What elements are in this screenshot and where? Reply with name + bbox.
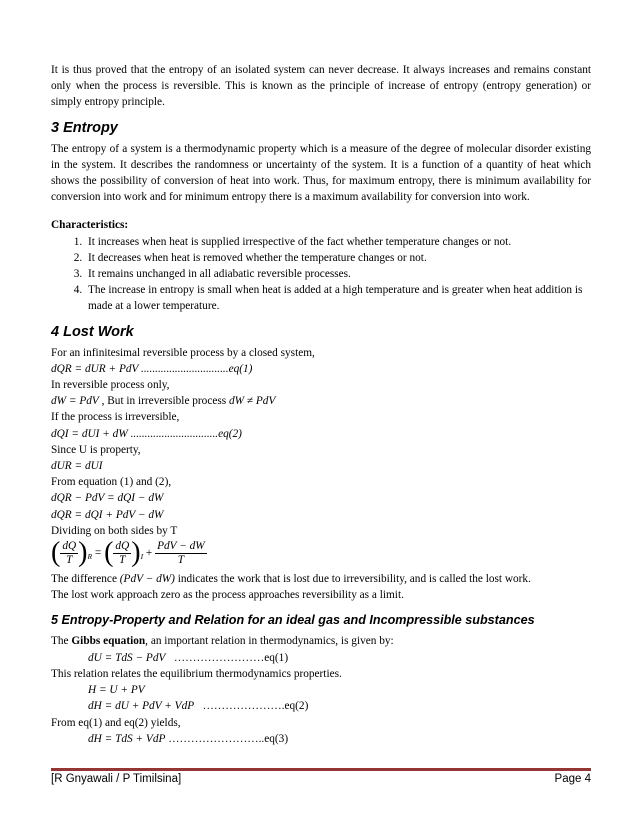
fraction-numerator: PdV − dW [157,539,205,552]
subscript-i: I [140,551,144,561]
footer-divider [51,768,591,771]
subscript-r: R [87,551,93,561]
footer-authors: [R Gnyawali / P Timilsina] [51,773,182,785]
lost-work-text-8: The lost work approach zero as the process approaches reversibility as a limit. [51,589,404,602]
page-footer [51,773,591,785]
fraction-denominator: T [177,553,185,566]
fraction-equation: ( $\frac{dQ}{T}$ )$_R$ = ( $\frac{dQ}{T}$ )$_I$ + $\frac{\text{PdV − dW}}{T}$ [51,537,205,569]
gibbs-term: Gibbs equation [71,635,146,648]
lost-work-text-2: In reversible process only, [51,379,170,392]
equation-2: dQI = dUI + dW ...............................eq(2) [51,427,242,440]
list-item: 4. The increase in entropy is small when heat is added at a high temperature and is greater when heat addition is made at a lower temperature. [85,282,591,314]
list-item: 2. It decreases when heat is removed whether the temperature changes or not. [85,250,591,266]
lost-work-text-7: The difference (PdV − dW) indicates the work that is lost due to irreversibility, and is called the lost work. [51,573,531,586]
entropy-paragraph: The entropy of a system is a thermodynamic property which is a measure of the degree of molecular disorder existing in the system. It describes the randomness or uncertainty of the system. It is a function of a quantity of heat which shows the possibility of conversion of heat into work. Thus, for maximum entropy, there is minimum availability for conversion into work and for minimum entropy there is a maximum availability for conversion into work. [51,142,591,204]
lost-work-text-1: For an infinitesimal reversible process by a closed system, [51,346,315,359]
list-item: 3. It remains unchanged in all adiabatic reversible processes. [85,266,591,282]
lost-work-text-6: Dividing on both sides by T [51,524,178,537]
section-5-heading: 5 Entropy-Property and Relation for an ideal gas and Incompressible substances [51,613,535,628]
characteristics-list [51,234,591,315]
gibbs-equation-3: dH = TdS + VdP ……………………..eq(3) [88,732,289,745]
enthalpy-definition: H = U + PV [88,684,145,697]
lost-work-text-5: From equation (1) and (2), [51,476,172,489]
relation-text: This relation relates the equilibrium thermodynamics properties. [51,667,342,680]
gibbs-equation-2: dH = dU + PdV + VdP ………………….eq(2) [88,700,309,713]
section-4-heading: 4 Lost Work [51,323,134,340]
gibbs-equation-1: dU = TdS − PdV ……………………eq(1) [88,651,289,664]
list-item: 1. It increases when heat is supplied irrespective of the fact whether temperature changes or not. [85,234,591,250]
fraction-denominator: T [66,553,73,566]
equation-dw-pdv: dW = PdV [51,395,99,408]
yields-text: From eq(1) and eq(2) yields, [51,716,181,729]
fraction-denominator: T [119,553,126,566]
equation-combined-1: dQR − PdV = dQI − dW [51,492,164,505]
section-3-heading: 3 Entropy [51,119,118,136]
lost-work-text-4: Since U is property, [51,443,141,456]
equation-reversible-line [51,393,591,409]
equation-dw-neq-pdv: dW ≠ PdV [229,395,276,408]
equation-1: dQR = dUR + PdV ...............................eq(1) [51,362,253,375]
gibbs-text: The Gibbs equation, an important relation in thermodynamics, is given by: [51,635,394,648]
equation-combined-2: dQR = dQI + PdV − dW [51,508,164,521]
lost-work-expression: (PdV − dW) [119,573,175,586]
equation-du: dUR = dUI [51,460,103,473]
intro-paragraph: It is thus proved that the entropy of an isolated system can never decrease. It always increases and remains constant only when the process is reversible. This is known as the principle of increase of entropy (entropy generation) or simply entropy principle. [51,64,591,109]
irreversible-text: , But in irreversible process [101,395,227,408]
page-number: Page 4 [554,773,591,785]
lost-work-text-3: If the process is irreversible, [51,411,180,424]
page-content [51,62,591,747]
characteristics-label: Characteristics: [51,219,129,232]
fraction-numerator: dQ [62,539,77,552]
fraction-numerator: dQ [115,539,130,552]
